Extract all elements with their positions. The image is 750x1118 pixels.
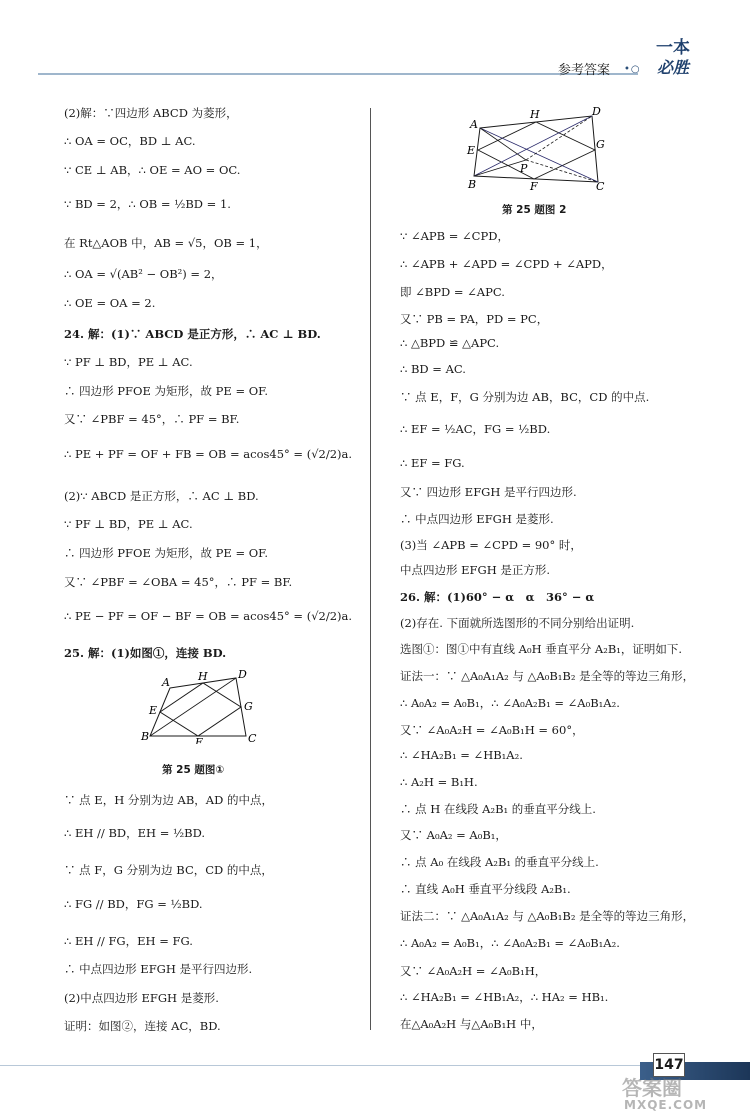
text-line: ∵ CE ⊥ AB，∴ OE = AO = OC. — [64, 163, 241, 177]
fig1-label-e: E — [149, 704, 158, 717]
text-line: 又∵ ∠A₀A₂H = ∠A₀B₁H = 60°， — [400, 723, 584, 737]
fig2-label-a: A — [470, 118, 478, 131]
logo-text-bottom: 必胜 — [656, 58, 689, 77]
figure-25-2-caption: 第 25 题图 2 — [502, 204, 567, 216]
text-line: ∴ OA = OC，BD ⊥ AC. — [64, 134, 196, 148]
text-line: ∴ A₀A₂ = A₀B₁，∴ ∠A₀A₂B₁ = ∠A₀B₁A₂. — [400, 696, 620, 710]
text-line: 又∵ A₀A₂ = A₀B₁， — [400, 828, 507, 842]
text-line: ∴ ∠APB + ∠APD = ∠CPD + ∠APD， — [400, 257, 613, 271]
text-line: 选图①：图①中有直线 A₀H 垂直平分 A₂B₁，证明如下. — [400, 642, 683, 656]
header-section-label: 参考答案 — [558, 63, 611, 78]
figure-25-1 — [138, 668, 268, 744]
text-line: ∴ PE − PF = OF − BF = OB = acos45° = (√2/2)a. — [64, 609, 353, 623]
text-line: ∵ BD = 2，∴ OB = ½BD = 1. — [64, 197, 231, 211]
text-line: ∵ ∠APB = ∠CPD， — [400, 229, 509, 243]
text-line: ∴ PE + PF = OF + FB = OB = acos45° = (√2/2)a. — [64, 447, 353, 461]
text-line: ∴ 直线 A₀H 垂直平分线段 A₂B₁. — [400, 882, 571, 896]
question-26-heading: 26. 解：(1)60° − α α 36° − α — [400, 590, 595, 604]
text-line: ∵ 点 E，H 分别为边 AB，AD 的中点， — [64, 793, 273, 807]
text-line: 又∵ ∠A₀A₂H = ∠A₀B₁H， — [400, 964, 547, 978]
text-line: 在 Rt△AOB 中，AB = √5，OB = 1， — [64, 236, 268, 250]
text-line: ∴ FG // BD，FG = ½BD. — [64, 897, 203, 911]
text-line: ∴ 四边形 PFOE 为矩形，故 PE = OF. — [64, 384, 269, 398]
text-line: 中点四边形 EFGH 是正方形. — [400, 563, 551, 577]
text-line: ∴ 点 A₀ 在线段 A₂B₁ 的垂直平分线上. — [400, 855, 599, 869]
fig1-label-d: D — [238, 668, 247, 681]
text-line: (2)解：∵四边形 ABCD 为菱形， — [64, 106, 238, 120]
fig1-label-a: A — [162, 676, 170, 689]
watermark-text: 答案圈 — [622, 1076, 682, 1100]
text-line: 又∵ PB = PA，PD = PC， — [400, 312, 549, 326]
text-line: ∴ 中点四边形 EFGH 是平行四边形. — [64, 962, 253, 976]
text-line: ∴ EF = ½AC，FG = ½BD. — [400, 422, 551, 436]
watermark-url: MXQE.COM — [624, 1098, 708, 1112]
footer-rule — [0, 1065, 645, 1066]
brand-logo — [644, 38, 702, 82]
fig2-label-f: F — [530, 180, 538, 192]
header-rule — [38, 73, 638, 75]
fig1-label-c: C — [248, 732, 257, 744]
fig2-label-h: H — [530, 108, 540, 121]
page-number: 147 — [653, 1053, 685, 1077]
fig2-label-b: B — [468, 178, 477, 191]
text-line: 又∵ ∠PBF = 45°，∴ PF = BF. — [64, 412, 240, 426]
watermark — [610, 1072, 750, 1114]
text-line: ∴ 四边形 PFOE 为矩形，故 PE = OF. — [64, 546, 269, 560]
figure-25-2 — [462, 106, 612, 192]
text-line: (2)∵ ABCD 是正方形，∴ AC ⊥ BD. — [64, 489, 259, 503]
text-line: (3)当 ∠APB = ∠CPD = 90° 时， — [400, 538, 582, 552]
question-24-heading: 24. 解：(1)∵ ABCD 是正方形，∴ AC ⊥ BD. — [64, 327, 321, 341]
text-line: ∵ PF ⊥ BD，PE ⊥ AC. — [64, 517, 193, 531]
text-line: ∴ ∠HA₂B₁ = ∠HB₁A₂，∴ HA₂ = HB₁. — [400, 990, 609, 1004]
fig2-label-e: E — [467, 144, 476, 157]
text-line: ∵ PF ⊥ BD，PE ⊥ AC. — [64, 355, 193, 369]
text-line: 即 ∠BPD = ∠APC. — [400, 285, 505, 299]
fig1-label-g: G — [244, 700, 253, 713]
text-line: 又∵ 四边形 EFGH 是平行四边形. — [400, 485, 577, 499]
fig1-label-f: F — [195, 736, 203, 744]
figure-25-1-caption: 第 25 题图① — [162, 764, 225, 776]
text-line: ∴ △BPD ≌ △APC. — [400, 336, 500, 350]
text-line: ∴ A₀A₂ = A₀B₁，∴ ∠A₀A₂B₁ = ∠A₀B₁A₂. — [400, 936, 620, 950]
fig1-label-b: B — [141, 730, 150, 743]
text-line: ∴ OA = √(AB² − OB²) = 2， — [64, 267, 223, 281]
fig2-label-d: D — [592, 106, 601, 118]
fig2-label-g: G — [596, 138, 605, 151]
text-line: 又∵ ∠PBF = ∠OBA = 45°，∴ PF = BF. — [64, 575, 293, 589]
text-line: ∴ EH // BD，EH = ½BD. — [64, 826, 206, 840]
text-line: ∴ OE = OA = 2. — [64, 296, 156, 310]
text-line: ∴ A₂H = B₁H. — [400, 775, 478, 789]
fig2-label-p: P — [520, 162, 528, 175]
text-line: 证法二：∵ △A₀A₁A₂ 与 △A₀B₁B₂ 是全等的等边三角形， — [400, 909, 695, 923]
text-line: ∵ 点 F，G 分别为边 BC，CD 的中点， — [64, 863, 273, 877]
logo-text-top: 一本 — [656, 38, 690, 58]
question-25-heading: 25. 解：(1)如图①，连接 BD. — [64, 646, 227, 660]
text-line: ∵ 点 E，F，G 分别为边 AB，BC，CD 的中点. — [400, 390, 650, 404]
fig1-label-h: H — [198, 670, 208, 683]
text-line: ∴ 点 H 在线段 A₂B₁ 的垂直平分线上. — [400, 802, 596, 816]
text-line: ∴ BD = AC. — [400, 362, 466, 376]
text-line: 证明：如图②，连接 AC，BD. — [64, 1019, 221, 1033]
column-divider — [370, 108, 371, 1030]
header-dots: •○ — [624, 64, 641, 75]
fig2-label-c: C — [596, 180, 605, 192]
text-line: (2)存在. 下面就所选图形的不同分别给出证明. — [400, 616, 635, 630]
text-line: ∴ EH // FG，EH = FG. — [64, 934, 193, 948]
text-line: ∴ 中点四边形 EFGH 是菱形. — [400, 512, 554, 526]
text-line: ∴ EF = FG. — [400, 456, 465, 470]
text-line: 在△A₀A₂H 与△A₀B₁H 中， — [400, 1017, 543, 1031]
text-line: (2)中点四边形 EFGH 是菱形. — [64, 991, 219, 1005]
text-line: ∴ ∠HA₂B₁ = ∠HB₁A₂. — [400, 748, 523, 762]
text-line: 证法一：∵ △A₀A₁A₂ 与 △A₀B₁B₂ 是全等的等边三角形， — [400, 669, 695, 683]
